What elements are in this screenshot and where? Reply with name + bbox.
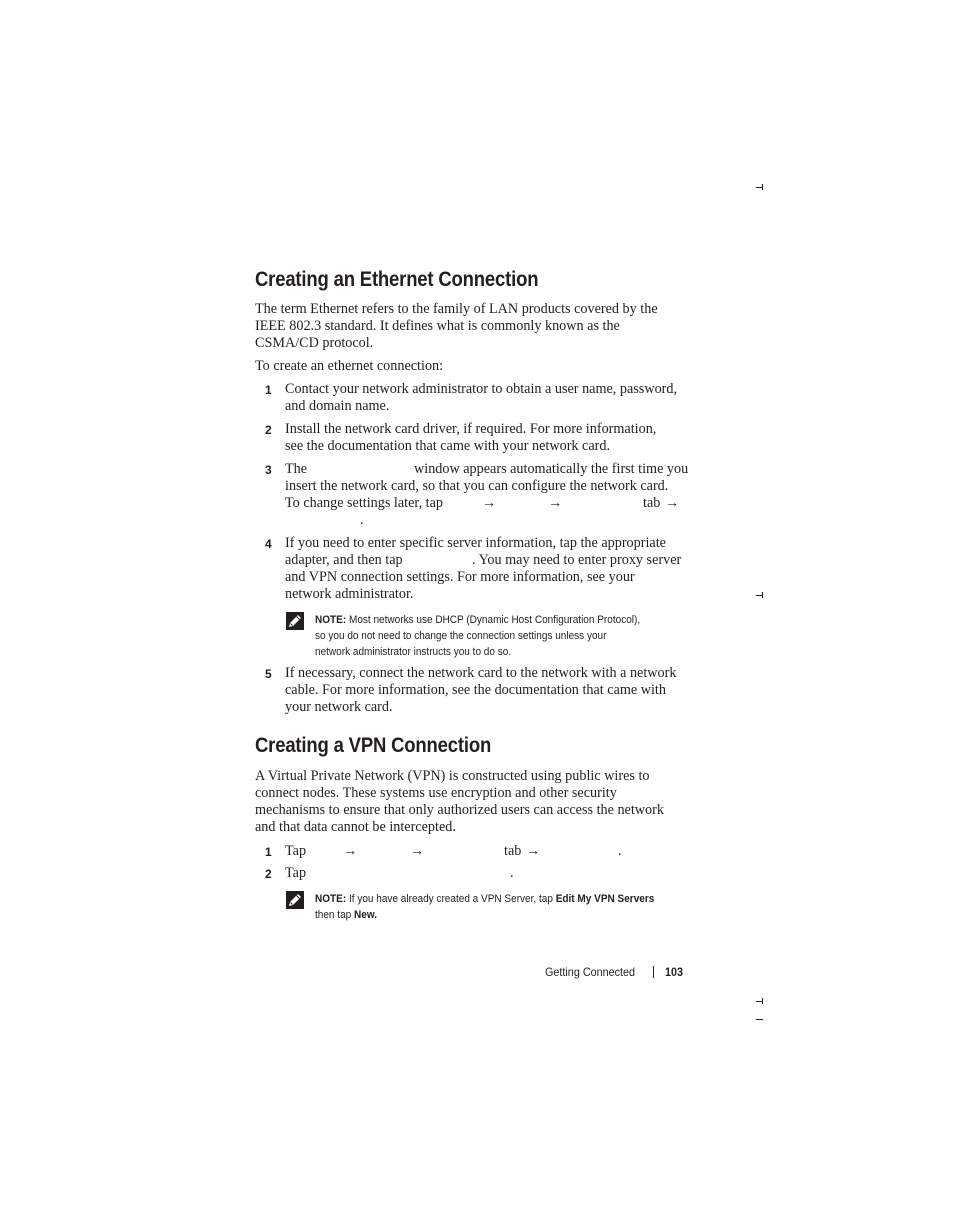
step-text: . (360, 512, 364, 528)
note-line (315, 907, 377, 923)
step-text: and domain name. (285, 398, 390, 414)
step-text: tab (643, 495, 661, 511)
footer-section-title: Getting Connected (545, 965, 636, 979)
note-label: NOTE: (315, 893, 347, 905)
crop-mark (762, 592, 763, 598)
step-number: 2 (265, 423, 272, 437)
step-text: your network card. (285, 699, 393, 715)
intro-paragraph-line: A Virtual Private Network (VPN) is constructed using public wires to (255, 768, 650, 784)
note-text: Most networks use DHCP (Dynamic Host Configuration Protocol), (348, 614, 641, 626)
step-text: insert the network card, so that you can configure the network card. (285, 478, 669, 494)
step-text: Install the network card driver, if required. For more information, (285, 421, 657, 437)
section-heading-vpn: Creating a VPN Connection (255, 733, 492, 757)
note-line: network administrator instructs you to do so. (315, 646, 512, 658)
step-text: tab (504, 843, 522, 859)
step-text: The (285, 461, 308, 477)
step-text: . You may need to enter proxy server (472, 552, 682, 568)
arrow-glyph: → (526, 843, 541, 859)
step-text: network administrator. (285, 586, 414, 602)
step-number: 2 (265, 867, 272, 881)
step-text: window appears automatically the first time you (414, 461, 689, 477)
note-link-text: Edit My VPN Servers (555, 893, 655, 905)
step-text: If you need to enter specific server information, tap the appropriate (285, 535, 666, 551)
page-number: 103 (665, 965, 684, 979)
intro-paragraph-line: CSMA/CD protocol. (255, 335, 374, 351)
note-line (315, 891, 654, 907)
step-text: Tap (285, 843, 307, 859)
footer-separator (653, 966, 654, 978)
intro-paragraph-line: The term Ethernet refers to the family of LAN products covered by the (255, 301, 658, 317)
step-text: adapter, and then tap (285, 552, 403, 568)
step-number: 1 (265, 383, 272, 397)
note-text: If you have already created a VPN Server, tap (348, 893, 553, 905)
note-line: so you do not need to change the connection settings unless your (315, 630, 607, 642)
step-number: 4 (265, 537, 272, 551)
intro-paragraph-line: IEEE 802.3 standard. It defines what is commonly known as the (255, 318, 620, 334)
crop-mark (762, 184, 763, 190)
intro-paragraph-line: connect nodes. These systems use encryption and other security (255, 785, 617, 801)
arrow-glyph: → (410, 843, 425, 859)
step-text: . (618, 843, 622, 859)
arrow-glyph: → (548, 495, 563, 511)
step-number: 3 (265, 463, 272, 477)
step-text: If necessary, connect the network card to the network with a network (285, 665, 677, 681)
step-text: Contact your network administrator to obtain a user name, password, (285, 381, 678, 397)
step-text: Tap (285, 865, 307, 881)
step-text: see the documentation that came with your network card. (285, 438, 611, 454)
note-text: then tap (315, 909, 352, 921)
lead-text: To create an ethernet connection: (255, 358, 444, 374)
step-text: To change settings later, tap (285, 495, 443, 511)
note-line (315, 612, 640, 628)
intro-paragraph-line: and that data cannot be intercepted. (255, 819, 456, 835)
note-pencil-icon (286, 612, 304, 630)
section-heading-ethernet: Creating an Ethernet Connection (255, 267, 539, 291)
step-number: 1 (265, 845, 272, 859)
note-label: NOTE: (315, 614, 347, 626)
step-number: 5 (265, 667, 272, 681)
crop-mark (756, 1019, 763, 1020)
step-text: cable. For more information, see the documentation that came with (285, 682, 666, 698)
note-pencil-icon (286, 891, 304, 909)
step-text: . (510, 865, 514, 881)
arrow-glyph: → (343, 843, 358, 859)
step-text: and VPN connection settings. For more information, see your (285, 569, 635, 585)
note-link-text: New. (354, 909, 378, 921)
arrow-glyph: → (482, 495, 497, 511)
arrow-glyph: → (665, 495, 680, 511)
intro-paragraph-line: mechanisms to ensure that only authorized users can access the network (255, 802, 664, 818)
crop-mark (762, 998, 763, 1004)
